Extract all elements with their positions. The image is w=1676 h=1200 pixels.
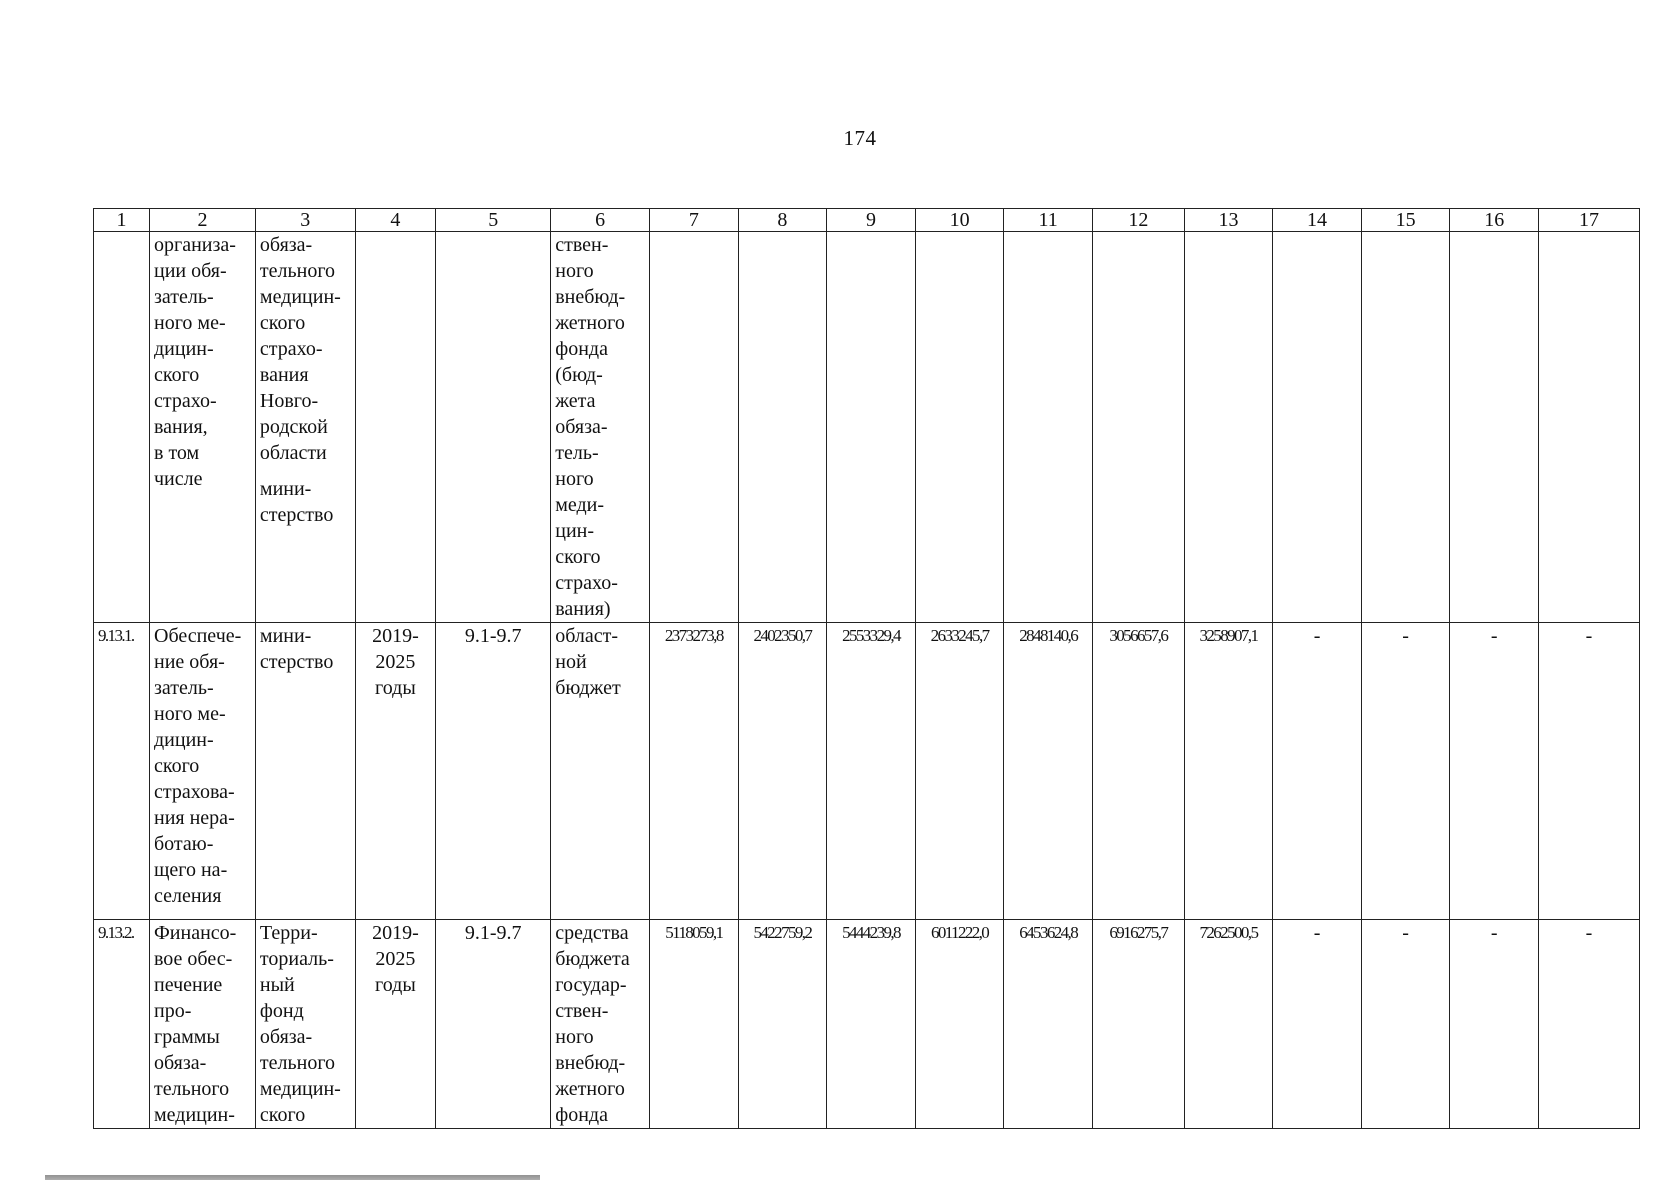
row-index: 9.13.1. (94, 623, 150, 920)
table-cell (1361, 232, 1450, 623)
column-header: 1 (94, 209, 150, 232)
table-cell: Терри- ториаль- ный фонд обяза- тельного медицин- ского (255, 920, 355, 1129)
column-header: 5 (436, 209, 551, 232)
table-cell: област- ной бюджет (551, 623, 650, 920)
value-cell: 6453624,8 (1004, 920, 1093, 1129)
column-header: 6 (551, 209, 650, 232)
table-cell (1450, 232, 1539, 623)
column-header: 12 (1092, 209, 1184, 232)
column-header: 7 (650, 209, 739, 232)
value-cell: 3258907,1 (1184, 623, 1273, 920)
value-cell: 5118059,1 (650, 920, 739, 1129)
value-cell: 2553329,4 (827, 623, 916, 920)
table-cell: 9.1-9.7 (436, 920, 551, 1129)
table-cell (1273, 232, 1362, 623)
table-cell: средства бюджета государ- ствен- ного внебюд- жетного фонда (551, 920, 650, 1129)
table-cell: 9.1-9.7 (436, 623, 551, 920)
value-cell: - (1273, 623, 1362, 920)
table-cell (827, 232, 916, 623)
value-cell: - (1450, 623, 1539, 920)
row-index: 9.13.2. (94, 920, 150, 1129)
value-cell: 2633245,7 (915, 623, 1004, 920)
table-cell (94, 232, 150, 623)
value-cell: - (1450, 920, 1539, 1129)
table-row (94, 232, 1640, 623)
column-header: 17 (1539, 209, 1640, 232)
column-header: 11 (1004, 209, 1093, 232)
column-header: 15 (1361, 209, 1450, 232)
table-cell: Финансо- вое обес- печение про- граммы обяза- тельного медицин- (150, 920, 256, 1129)
table-cell: Обеспече- ние обя- затель- ного ме- дицин- ского страхова- ния нера- ботаю- щего на- селения (150, 623, 256, 920)
table-cell: 2019- 2025 годы (355, 920, 435, 1129)
table-row (94, 623, 1640, 920)
table-cell (738, 232, 827, 623)
table-cell (1004, 232, 1093, 623)
program-table (93, 208, 1640, 1129)
value-cell: 2402350,7 (738, 623, 827, 920)
value-cell: - (1539, 920, 1640, 1129)
value-cell: 5444239,8 (827, 920, 916, 1129)
table-cell (255, 232, 355, 623)
table-cell (915, 232, 1004, 623)
table-cell: 2019- 2025 годы (355, 623, 435, 920)
value-cell: 7262500,5 (1184, 920, 1273, 1129)
table-cell: ствен- ного внебюд- жетного фонда (бюд- жета обяза- тель- ного меди- цин- ского страхо- вания) (551, 232, 650, 623)
table-cell (650, 232, 739, 623)
value-cell: 6011222,0 (915, 920, 1004, 1129)
table-cell (1092, 232, 1184, 623)
value-cell: - (1273, 920, 1362, 1129)
cell-spacer (260, 466, 351, 476)
table-cell: мини- стерство (255, 623, 355, 920)
footer-rule (45, 1175, 540, 1180)
value-cell: 2373273,8 (650, 623, 739, 920)
table-cell (1184, 232, 1273, 623)
column-header: 3 (255, 209, 355, 232)
column-header: 9 (827, 209, 916, 232)
value-cell: 5422759,2 (738, 920, 827, 1129)
column-header: 8 (738, 209, 827, 232)
value-cell: - (1539, 623, 1640, 920)
value-cell: - (1361, 920, 1450, 1129)
table-cell: организа- ции обя- затель- ного ме- дицин- ского страхо- вания, в том числе (150, 232, 256, 623)
column-header: 4 (355, 209, 435, 232)
value-cell: - (1361, 623, 1450, 920)
page-number: 174 (843, 126, 877, 150)
table-cell (355, 232, 435, 623)
column-header: 16 (1450, 209, 1539, 232)
table-row (94, 920, 1640, 1129)
column-header: 10 (915, 209, 1004, 232)
column-header: 2 (150, 209, 256, 232)
table-cell (436, 232, 551, 623)
table-cell (1539, 232, 1640, 623)
value-cell: 3056657,6 (1092, 623, 1184, 920)
cell-text: обяза- тельного медицин- ского страхо- вания Новго- родской области (259, 234, 341, 464)
header-row (94, 209, 1640, 232)
cell-text: мини- стерство (259, 478, 334, 526)
column-header: 14 (1273, 209, 1362, 232)
column-header: 13 (1184, 209, 1273, 232)
value-cell: 6916275,7 (1092, 920, 1184, 1129)
value-cell: 2848140,6 (1004, 623, 1093, 920)
